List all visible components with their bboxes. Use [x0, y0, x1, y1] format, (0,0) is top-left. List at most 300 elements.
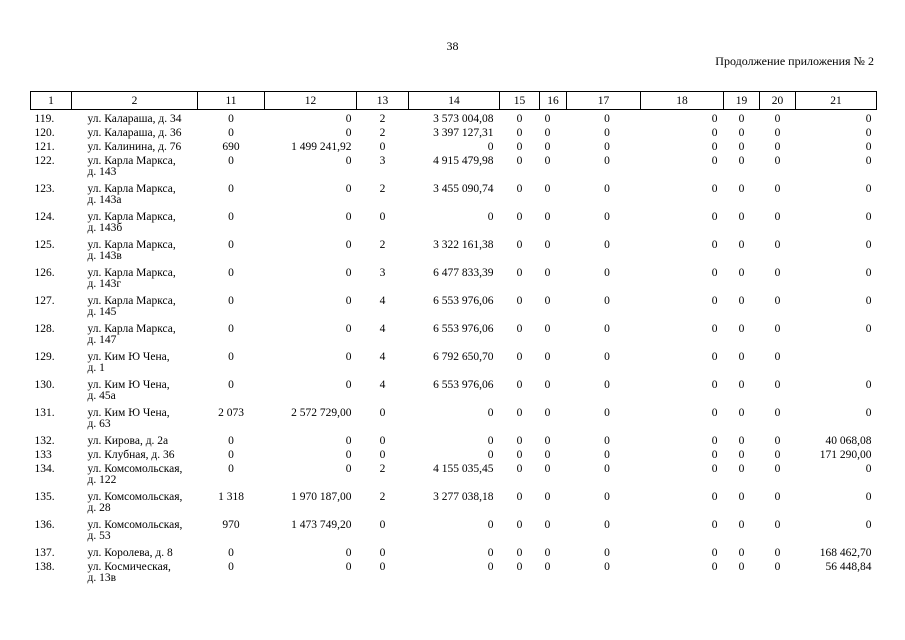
cell-n: 126.	[34, 267, 55, 279]
cell-c21: 0	[865, 463, 872, 475]
cell-c14: 0	[487, 561, 494, 573]
cell-c16: 0	[544, 379, 551, 391]
table-row	[31, 156, 877, 184]
cell-c17: 0	[604, 113, 610, 125]
column-header-15: 15	[500, 92, 540, 110]
cell-c20: 0	[774, 379, 781, 391]
cell-c20: 0	[774, 239, 781, 251]
cell-n: 124.	[34, 211, 55, 223]
cell-c19: 0	[738, 463, 745, 475]
cell-c13: 0	[379, 547, 386, 559]
cell-c21: 168 462,70	[819, 547, 872, 559]
cell-c14: 0	[487, 407, 494, 419]
cell-address	[72, 324, 198, 352]
address-house-line: д. 63	[87, 418, 111, 430]
cell-address	[72, 450, 198, 464]
column-header-13: 13	[357, 92, 409, 110]
cell-c19: 0	[738, 239, 745, 251]
cell-c16: 0	[544, 407, 551, 419]
cell-n: 136.	[34, 519, 55, 531]
cell-c11: 970	[222, 519, 240, 531]
address-line: ул. Королева, д. 8	[87, 547, 173, 559]
cell-c14: 6 792 650,70	[433, 351, 494, 363]
cell-c18: 0	[711, 267, 718, 279]
cell-c13: 4	[379, 351, 386, 363]
cell-c13: 2	[379, 113, 386, 125]
cell-c15: 0	[516, 491, 523, 503]
column-header-2: 2	[72, 92, 198, 110]
cell-address	[72, 562, 198, 590]
cell-c15: 0	[516, 155, 523, 167]
cell-c12: 0	[345, 211, 352, 223]
cell-c20: 0	[774, 155, 781, 167]
cell-c14: 0	[487, 449, 494, 461]
cell-c11: 0	[228, 113, 234, 125]
cell-c13: 0	[379, 435, 386, 447]
address-house-line: д. 143а	[87, 194, 122, 206]
cell-c21	[796, 352, 877, 380]
address-house-line: д. 143в	[87, 250, 122, 262]
cell-c21: 40 068,08	[825, 435, 872, 447]
column-header-17: 17	[567, 92, 641, 110]
cell-c15: 0	[516, 351, 523, 363]
cell-c20: 0	[774, 267, 781, 279]
cell-c17: 0	[604, 155, 610, 167]
cell-c11: 0	[228, 379, 234, 391]
cell-c18: 0	[711, 295, 718, 307]
cell-c16: 0	[544, 561, 551, 573]
cell-c13: 0	[379, 211, 386, 223]
cell-n: 119.	[34, 113, 55, 125]
appendix-continuation-title: Продолжение приложения № 2	[715, 54, 874, 68]
cell-c13: 2	[379, 491, 386, 503]
cell-c14: 4 915 479,98	[433, 155, 494, 167]
cell-c13: 0	[379, 407, 386, 419]
cell-c12: 1 499 241,92	[291, 141, 352, 153]
cell-c21: 0	[865, 295, 872, 307]
address-line: ул. Карла Маркса,	[87, 183, 176, 195]
cell-c17: 0	[604, 239, 610, 251]
address-line: ул. Калараша, д. 34	[87, 113, 182, 125]
cell-address	[72, 408, 198, 436]
cell-c19: 0	[738, 407, 745, 419]
address-line: ул. Ким Ю Чена,	[87, 407, 170, 419]
cell-c11: 0	[228, 435, 234, 447]
cell-c12: 0	[345, 155, 352, 167]
cell-c18: 0	[711, 519, 718, 531]
cell-c11: 0	[228, 351, 234, 363]
cell-c16: 0	[544, 141, 551, 153]
cell-c15: 0	[516, 113, 523, 125]
cell-c13: 0	[379, 561, 386, 573]
cell-c14: 4 155 035,45	[433, 463, 494, 475]
cell-c16: 0	[544, 519, 551, 531]
cell-c17: 0	[604, 547, 610, 559]
cell-c19: 0	[738, 351, 745, 363]
cell-c13: 0	[379, 141, 386, 153]
cell-c17: 0	[604, 435, 610, 447]
cell-c20: 0	[774, 407, 781, 419]
cell-c21: 56 448,84	[825, 561, 872, 573]
cell-c18: 0	[711, 491, 718, 503]
cell-c15: 0	[516, 561, 523, 573]
cell-n: 135.	[34, 491, 55, 503]
cell-c14: 0	[487, 435, 494, 447]
cell-c20: 0	[774, 547, 781, 559]
cell-c11: 0	[228, 463, 234, 475]
cell-c12: 0	[345, 435, 352, 447]
address-line: ул. Карла Маркса,	[87, 211, 176, 223]
cell-c16: 0	[544, 351, 551, 363]
cell-c12: 1 473 749,20	[291, 519, 352, 531]
cell-c19: 0	[738, 141, 745, 153]
column-header-14: 14	[409, 92, 500, 110]
table-row	[31, 464, 877, 492]
cell-address	[72, 296, 198, 324]
cell-c13: 0	[379, 519, 386, 531]
cell-c11: 0	[228, 267, 234, 279]
cell-address	[72, 380, 198, 408]
cell-c19: 0	[738, 519, 745, 531]
cell-c13: 4	[379, 379, 386, 391]
cell-c18: 0	[711, 561, 718, 573]
cell-c16: 0	[544, 211, 551, 223]
table-row	[31, 268, 877, 296]
cell-c15: 0	[516, 547, 523, 559]
cell-c13: 2	[379, 239, 386, 251]
cell-c11: 0	[228, 127, 234, 139]
page-number: 38	[446, 39, 459, 53]
cell-c15: 0	[516, 295, 523, 307]
table-row	[31, 352, 877, 380]
cell-address	[72, 436, 198, 450]
cell-c20: 0	[774, 183, 781, 195]
cell-c21: 0	[865, 155, 872, 167]
cell-c21: 0	[865, 323, 872, 335]
cell-address	[72, 184, 198, 212]
cell-n: 138.	[34, 561, 55, 573]
cell-c18: 0	[711, 127, 718, 139]
cell-c18: 0	[711, 351, 718, 363]
cell-c14: 3 322 161,38	[433, 239, 494, 251]
cell-c20: 0	[774, 113, 781, 125]
cell-c14: 0	[487, 547, 494, 559]
cell-c14: 0	[487, 141, 494, 153]
cell-c20: 0	[774, 449, 781, 461]
address-line: ул. Карла Маркса,	[87, 323, 176, 335]
table-row	[31, 492, 877, 520]
column-header-20: 20	[760, 92, 796, 110]
cell-c18: 0	[711, 155, 718, 167]
table-body	[31, 110, 877, 591]
cell-c16: 0	[544, 323, 551, 335]
table-row	[31, 450, 877, 464]
column-header-21: 21	[796, 92, 877, 110]
cell-c16: 0	[544, 547, 551, 559]
address-house-line: д. 13в	[87, 572, 117, 584]
cell-c21: 0	[865, 519, 872, 531]
cell-c21: 0	[865, 211, 872, 223]
address-house-line: д. 143	[87, 166, 117, 178]
cell-c19: 0	[738, 435, 745, 447]
cell-c20: 0	[774, 435, 781, 447]
cell-c15: 0	[516, 127, 523, 139]
address-line: ул. Комсомольская,	[87, 519, 183, 531]
cell-c11: 0	[228, 561, 234, 573]
cell-c14: 6 553 976,06	[433, 295, 494, 307]
cell-c11: 2 073	[218, 407, 244, 419]
cell-c11: 690	[222, 141, 240, 153]
address-house-line: д. 28	[87, 502, 111, 514]
cell-c19: 0	[738, 211, 745, 223]
cell-c12: 0	[345, 351, 352, 363]
cell-n: 129.	[34, 351, 55, 363]
cell-c14: 3 573 004,08	[433, 113, 494, 125]
cell-c16: 0	[544, 295, 551, 307]
cell-c15: 0	[516, 435, 523, 447]
cell-address	[72, 268, 198, 296]
address-house-line: д. 1	[87, 362, 105, 374]
cell-c20: 0	[774, 519, 781, 531]
table-row	[31, 184, 877, 212]
cell-c16: 0	[544, 239, 551, 251]
cell-c14: 3 277 038,18	[433, 491, 494, 503]
table-row	[31, 212, 877, 240]
cell-n: 137.	[34, 547, 55, 559]
cell-c19: 0	[738, 323, 745, 335]
address-line: ул. Ким Ю Чена,	[87, 351, 170, 363]
cell-c18: 0	[711, 463, 718, 475]
cell-c11: 1 318	[218, 491, 244, 503]
cell-c12: 1 970 187,00	[291, 491, 352, 503]
cell-c19: 0	[738, 127, 745, 139]
cell-c11: 0	[228, 323, 234, 335]
cell-n: 123.	[34, 183, 55, 195]
cell-c13: 0	[379, 449, 386, 461]
column-header-19: 19	[724, 92, 760, 110]
cell-c19: 0	[738, 295, 745, 307]
address-line: ул. Карла Маркса,	[87, 267, 176, 279]
cell-c17: 0	[604, 183, 610, 195]
cell-c13: 4	[379, 323, 386, 335]
cell-c14: 6 553 976,06	[433, 379, 494, 391]
cell-c11: 0	[228, 155, 234, 167]
address-line: ул. Карла Маркса,	[87, 295, 176, 307]
cell-c21: 0	[865, 183, 872, 195]
table-row	[31, 520, 877, 548]
cell-c13: 2	[379, 463, 386, 475]
cell-c12: 0	[345, 183, 352, 195]
cell-address	[72, 548, 198, 562]
cell-c17: 0	[604, 127, 610, 139]
cell-c13: 2	[379, 183, 386, 195]
cell-c19: 0	[738, 155, 745, 167]
cell-c20: 0	[774, 491, 781, 503]
cell-address	[72, 352, 198, 380]
cell-c16: 0	[544, 463, 551, 475]
cell-c13: 2	[379, 127, 386, 139]
cell-c21: 0	[865, 113, 872, 125]
cell-c18: 0	[711, 141, 718, 153]
address-line: ул. Карла Маркса,	[87, 239, 176, 251]
cell-c16: 0	[544, 183, 551, 195]
cell-c20: 0	[774, 323, 781, 335]
cell-address	[72, 240, 198, 268]
address-line: ул. Клубная, д. 36	[87, 449, 175, 461]
cell-c17: 0	[604, 407, 610, 419]
address-line: ул. Карла Маркса,	[87, 155, 176, 167]
cell-address	[72, 212, 198, 240]
cell-c17: 0	[604, 379, 610, 391]
table-row	[31, 408, 877, 436]
address-house-line: д. 143б	[87, 222, 123, 234]
cell-c15: 0	[516, 141, 523, 153]
cell-c19: 0	[738, 547, 745, 559]
cell-address	[72, 520, 198, 548]
cell-c15: 0	[516, 267, 523, 279]
cell-c11: 0	[228, 239, 234, 251]
cell-n: 131.	[34, 407, 55, 419]
cell-n: 128.	[34, 323, 55, 335]
column-header-18: 18	[641, 92, 724, 110]
address-line: ул. Комсомольская,	[87, 491, 183, 503]
cell-c19: 0	[738, 449, 745, 461]
cell-c14: 0	[487, 519, 494, 531]
cell-c17: 0	[604, 491, 610, 503]
cell-c12: 0	[345, 463, 352, 475]
cell-c18: 0	[711, 113, 718, 125]
cell-c21: 0	[865, 141, 872, 153]
cell-c12: 0	[345, 267, 352, 279]
address-house-line: д. 45а	[87, 390, 116, 402]
cell-c16: 0	[544, 127, 551, 139]
cell-c12: 0	[345, 547, 352, 559]
cell-n: 127.	[34, 295, 55, 307]
cell-c12: 0	[345, 323, 352, 335]
cell-c15: 0	[516, 449, 523, 461]
table-row	[31, 436, 877, 450]
table-row	[31, 240, 877, 268]
cell-c14: 6 553 976,06	[433, 323, 494, 335]
cell-n: 122.	[34, 155, 55, 167]
cell-c17: 0	[604, 211, 610, 223]
cell-c16: 0	[544, 267, 551, 279]
address-house-line: д. 122	[87, 474, 117, 486]
cell-c20: 0	[774, 127, 781, 139]
cell-c20: 0	[774, 463, 781, 475]
cell-c16: 0	[544, 113, 551, 125]
cell-c18: 0	[711, 435, 718, 447]
cell-c19: 0	[738, 379, 745, 391]
cell-c20: 0	[774, 351, 781, 363]
cell-c17: 0	[604, 323, 610, 335]
cell-c14: 0	[487, 211, 494, 223]
address-line: ул. Ким Ю Чена,	[87, 379, 170, 391]
cell-c13: 3	[379, 267, 386, 279]
cell-c12: 0	[345, 295, 352, 307]
cell-c20: 0	[774, 561, 781, 573]
cell-c15: 0	[516, 379, 523, 391]
address-line: ул. Калараша, д. 36	[87, 127, 182, 139]
cell-c15: 0	[516, 183, 523, 195]
cell-n: 125.	[34, 239, 55, 251]
cell-c11: 0	[228, 449, 234, 461]
cell-n: 121.	[34, 141, 55, 153]
cell-c12: 0	[345, 561, 352, 573]
cell-c18: 0	[711, 323, 718, 335]
cell-c21: 0	[865, 491, 872, 503]
address-line: ул. Калинина, д. 76	[87, 141, 182, 153]
cell-c12: 0	[345, 239, 352, 251]
cell-c15: 0	[516, 407, 523, 419]
cell-c20: 0	[774, 211, 781, 223]
cell-c21: 0	[865, 239, 872, 251]
address-line: ул. Комсомольская,	[87, 463, 183, 475]
cell-c11: 0	[228, 547, 234, 559]
address-line: ул. Космическая,	[87, 561, 171, 573]
address-house-line: д. 147	[87, 334, 117, 346]
cell-address	[72, 156, 198, 184]
cell-n: 120.	[34, 127, 55, 139]
cell-c12: 0	[345, 449, 352, 461]
cell-c18: 0	[711, 379, 718, 391]
cell-c19: 0	[738, 113, 745, 125]
cell-c17: 0	[604, 351, 610, 363]
cell-n: 132.	[34, 435, 55, 447]
cell-c16: 0	[544, 449, 551, 461]
cell-c21: 0	[865, 407, 872, 419]
cell-c13: 3	[379, 155, 386, 167]
table-row	[31, 110, 877, 129]
cell-c19: 0	[738, 183, 745, 195]
cell-c19: 0	[738, 267, 745, 279]
address-house-line: д. 53	[87, 530, 111, 542]
cell-c15: 0	[516, 519, 523, 531]
cell-c13: 4	[379, 295, 386, 307]
cell-n: 130.	[34, 379, 55, 391]
cell-c17: 0	[604, 561, 610, 573]
table-row	[31, 128, 877, 142]
cell-c11: 0	[228, 183, 234, 195]
cell-c17: 0	[604, 449, 610, 461]
appendix-table	[30, 91, 877, 590]
cell-c14: 3 455 090,74	[433, 183, 494, 195]
cell-address	[72, 464, 198, 492]
cell-address	[72, 110, 198, 129]
cell-c16: 0	[544, 155, 551, 167]
table-row	[31, 562, 877, 590]
column-header-12: 12	[265, 92, 357, 110]
cell-c14: 3 397 127,31	[433, 127, 494, 139]
table-row	[31, 142, 877, 156]
table-row	[31, 324, 877, 352]
cell-c17: 0	[604, 295, 610, 307]
cell-address	[72, 128, 198, 142]
cell-c17: 0	[604, 141, 610, 153]
table-row	[31, 296, 877, 324]
cell-c18: 0	[711, 547, 718, 559]
cell-c17: 0	[604, 463, 610, 475]
table-row	[31, 548, 877, 562]
cell-c18: 0	[711, 211, 718, 223]
cell-c12: 0	[345, 113, 352, 125]
cell-c20: 0	[774, 141, 781, 153]
cell-address	[72, 142, 198, 156]
cell-c16: 0	[544, 491, 551, 503]
cell-c19: 0	[738, 561, 745, 573]
cell-c12: 0	[345, 127, 352, 139]
cell-n: 133	[34, 449, 52, 461]
